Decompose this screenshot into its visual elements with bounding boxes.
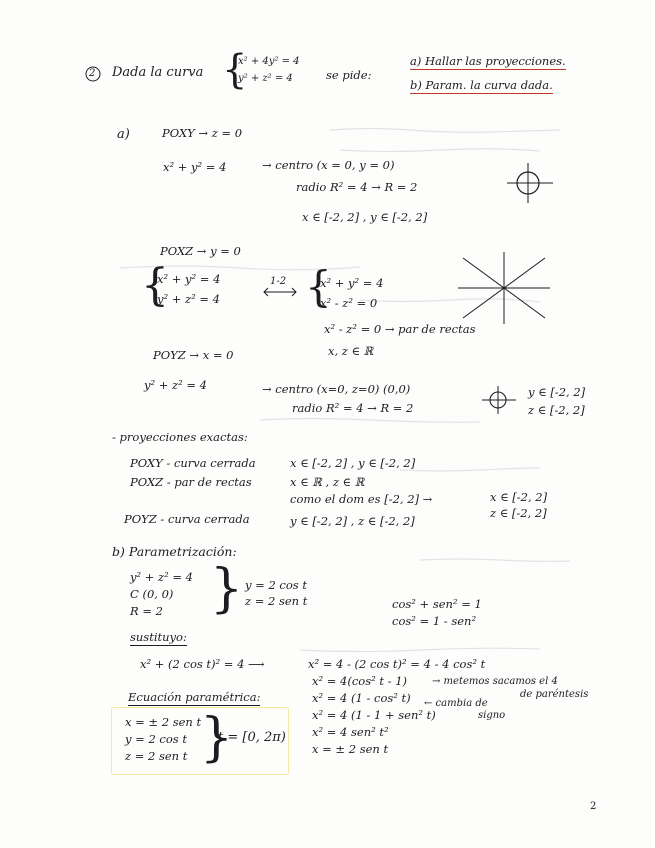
poyz-radio: radio R² = 4 → R = 2 bbox=[292, 401, 414, 415]
param-y: y = 2 cos t bbox=[245, 578, 307, 592]
poxy-equation: x² + y² = 4 bbox=[163, 160, 227, 174]
problem-number: 2 bbox=[89, 68, 96, 79]
substitution-5: x² = 4 (1 - 1 + sen² t) bbox=[312, 708, 436, 722]
final-y: y = 2 cos t bbox=[125, 732, 187, 746]
summary-heading: - proyecciones exactas: bbox=[112, 430, 248, 444]
substitution-3: x² = 4(cos² t - 1) bbox=[312, 674, 407, 688]
system-brace: { bbox=[222, 47, 248, 93]
poxz-conclusion: x² - z² = 0 → par de rectas bbox=[324, 322, 476, 336]
poxz-system-2: y² + z² = 4 bbox=[157, 292, 220, 306]
poxz-system-1: x² + y² = 4 bbox=[157, 272, 221, 286]
poxy-domain: x ∈ [-2, 2] , y ∈ [-2, 2] bbox=[302, 210, 428, 224]
poxz-brace: { bbox=[141, 260, 169, 311]
substitution-4: x² = 4 (1 - cos² t) bbox=[312, 691, 411, 705]
summary-poxy: POXY - curva cerrada bbox=[130, 456, 256, 470]
poxz-domain: x, z ∈ ℝ bbox=[328, 344, 374, 358]
final-brace: } bbox=[200, 708, 234, 768]
summary-poxz-x: x ∈ [-2, 2] bbox=[490, 490, 548, 504]
substitution-3-note-2: de paréntesis bbox=[520, 689, 589, 700]
poxz-result-brace: { bbox=[305, 262, 332, 311]
request-b: b) Param. la curva dada. bbox=[410, 78, 553, 92]
substitution-3-note-1: → metemos sacamos el 4 bbox=[432, 676, 558, 687]
final-z: z = 2 sen t bbox=[125, 749, 188, 763]
circle-radius: R = 2 bbox=[130, 604, 163, 618]
poxz-plane: POXZ → y = 0 bbox=[160, 244, 241, 258]
page-number: 2 bbox=[590, 801, 597, 812]
poyz-z-domain: z ∈ [-2, 2] bbox=[528, 403, 585, 417]
summary-poxz-domain: x ∈ ℝ , z ∈ ℝ bbox=[290, 475, 365, 489]
poxz-result-2: x² - z² = 0 bbox=[320, 296, 378, 310]
substitution-4-note-2: signo bbox=[478, 710, 506, 721]
se-pide: se pide: bbox=[326, 68, 372, 82]
poxy-plane: POXY → z = 0 bbox=[162, 126, 243, 140]
part-a-label: a) bbox=[117, 127, 130, 142]
poyz-plane: POYZ → x = 0 bbox=[153, 348, 234, 362]
identity-2: cos² = 1 - sen² bbox=[392, 614, 477, 628]
request-a: a) Hallar las proyecciones. bbox=[410, 54, 566, 68]
t-range: t = [0, 2π) bbox=[218, 730, 286, 745]
substitution-4-note-1: ← cambia de bbox=[424, 698, 488, 709]
curve-equation-1: x² + 4y² = 4 bbox=[238, 56, 300, 67]
substitution-7: x = ± 2 sen t bbox=[312, 742, 389, 756]
poxz-result-1: x² + y² = 4 bbox=[320, 276, 384, 290]
summary-poxy-domain: x ∈ [-2, 2] , y ∈ [-2, 2] bbox=[290, 456, 416, 470]
poxy-centro: → centro (x = 0, y = 0) bbox=[262, 158, 395, 172]
circle-brace: } bbox=[210, 559, 244, 619]
param-z: z = 2 sen t bbox=[245, 594, 308, 608]
poxy-radio: radio R² = 4 → R = 2 bbox=[296, 180, 418, 194]
poyz-centro: → centro (x=0, z=0) (0,0) bbox=[262, 382, 411, 396]
circle-center: C (0, 0) bbox=[130, 587, 174, 601]
final-x: x = ± 2 sen t bbox=[125, 715, 202, 729]
summary-poyz: POYZ - curva cerrada bbox=[124, 512, 250, 526]
circle-eq: y² + z² = 4 bbox=[130, 570, 193, 584]
summary-poxz-z: z ∈ [-2, 2] bbox=[490, 506, 547, 520]
substitute-label: sustituyo: bbox=[130, 630, 187, 644]
identity-1: cos² + sen² = 1 bbox=[392, 597, 482, 611]
summary-poxz-note: como el dom es [-2, 2] → bbox=[290, 492, 433, 506]
poyz-equation: y² + z² = 4 bbox=[144, 378, 207, 392]
substitution-2: x² = 4 - (2 cos t)² = 4 - 4 cos² t bbox=[308, 657, 486, 671]
poyz-y-domain: y ∈ [-2, 2] bbox=[528, 385, 586, 399]
parametric-label: Ecuación paramétrica: bbox=[128, 690, 261, 704]
poxz-operation: 1-2 bbox=[270, 276, 287, 287]
substitution-1: x² + (2 cos t)² = 4 ⟶ bbox=[140, 657, 265, 671]
curve-equation-2: y² + z² = 4 bbox=[238, 73, 293, 84]
summary-poxz: POXZ - par de rectas bbox=[130, 475, 252, 489]
summary-poyz-domain: y ∈ [-2, 2] , z ∈ [-2, 2] bbox=[290, 514, 415, 528]
part-b-heading: b) Parametrización: bbox=[112, 544, 237, 559]
problem-intro: Dada la curva bbox=[112, 65, 204, 80]
substitution-6: x² = 4 sen² t² bbox=[312, 725, 389, 739]
